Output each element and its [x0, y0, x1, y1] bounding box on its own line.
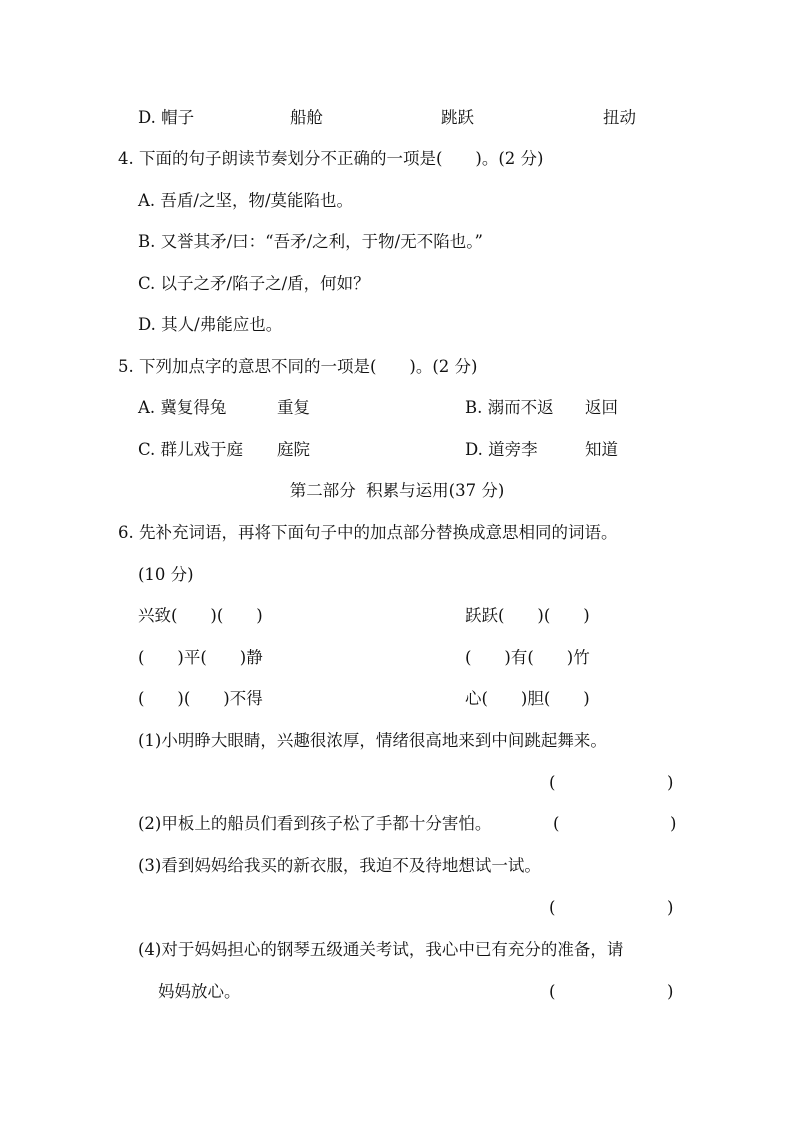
answer-paren-close[interactable]: ) [670, 814, 677, 833]
q6-blank-idiom-2[interactable]: 跃跃( )( ) [465, 606, 590, 625]
q5-option-c-text: C. 群儿戏于庭 [138, 440, 244, 459]
q3-option-d-label: D. 帽子 [138, 108, 195, 127]
q5-option-a-text: A. 冀复得兔 [138, 398, 227, 417]
answer-paren-open[interactable]: ( [549, 898, 556, 917]
q5-option-b-meaning: 返回 [585, 398, 618, 417]
answer-paren-open[interactable]: ( [553, 814, 560, 833]
q6-sentence-2: (2)甲板上的船员们看到孩子松了手都十分害怕。 [138, 814, 492, 833]
q6-blank-idiom-4[interactable]: ( )有( )竹 [465, 648, 590, 667]
q6-stem: 6. 先补充词语，再将下面句子中的加点部分替换成意思相同的词语。 [118, 523, 618, 542]
q6-blank-idiom-3[interactable]: ( )平( )静 [138, 648, 263, 667]
q4-option-b: B. 又誉其矛/曰：“吾矛/之利，于物/无不陷也。” [138, 232, 483, 251]
q5-option-d-text: D. 道旁李 [465, 440, 538, 459]
q6-sentence-4-line-1: (4)对于妈妈担心的钢琴五级通关考试，我心中已有充分的准备，请 [138, 940, 624, 959]
q4-option-c: C. 以子之矛/陷子之/盾，何如？ [138, 274, 370, 293]
q5-option-b-text: B. 溺而不返 [465, 398, 554, 417]
answer-paren-close[interactable]: ) [667, 898, 674, 917]
q6-blank-idiom-1[interactable]: 兴致( )( ) [138, 606, 263, 625]
q5-option-c-meaning: 庭院 [277, 440, 310, 459]
q3-option-d-word-4: 扭动 [603, 108, 636, 127]
answer-paren-open[interactable]: ( [549, 982, 556, 1001]
q4-option-d: D. 其人/弗能应也。 [138, 315, 283, 334]
q6-blank-idiom-5[interactable]: ( )( )不得 [138, 689, 263, 708]
q6-blank-idiom-6[interactable]: 心( )胆( ) [465, 689, 590, 708]
q6-sentence-3: (3)看到妈妈给我买的新衣服，我迫不及待地想试一试。 [138, 856, 541, 875]
q3-option-d-word-2: 船舱 [290, 108, 323, 127]
q3-option-d-word-3: 跳跃 [441, 108, 474, 127]
q5-stem: 5. 下列加点字的意思不同的一项是( )。(2 分) [118, 357, 478, 376]
q5-option-a-meaning: 重复 [277, 398, 310, 417]
q6-score: (10 分) [138, 565, 194, 584]
answer-paren-close[interactable]: ) [667, 773, 674, 792]
answer-paren-close[interactable]: ) [667, 982, 674, 1001]
section-title: 第二部分 积累与运用(37 分) [289, 481, 505, 500]
q6-sentence-4-line-2: 妈妈放心。 [158, 982, 241, 1001]
q4-option-a: A. 吾盾/之坚，物/莫能陷也。 [138, 191, 354, 210]
q6-sentence-1: (1)小明睁大眼睛，兴趣很浓厚，情绪很高地来到中间跳起舞来。 [138, 731, 607, 750]
answer-paren-open[interactable]: ( [549, 773, 556, 792]
q5-option-d-meaning: 知道 [585, 440, 618, 459]
q4-stem: 4. 下面的句子朗读节奏划分不正确的一项是( )。(2 分) [118, 149, 544, 168]
